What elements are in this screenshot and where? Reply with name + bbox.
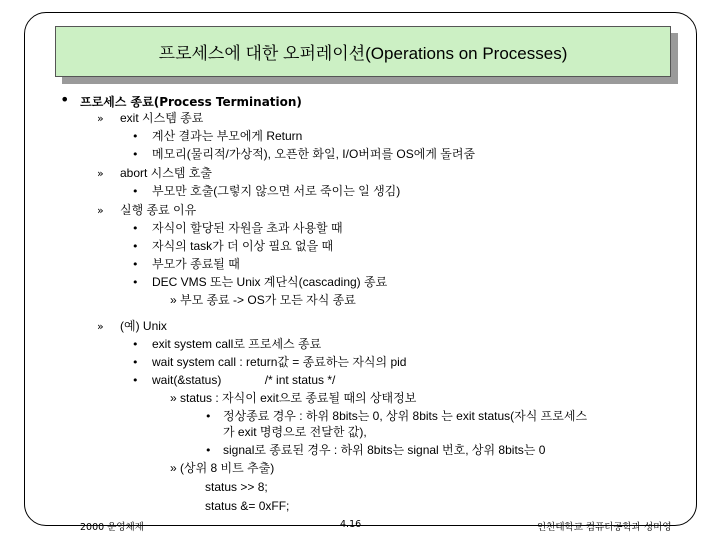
item-abort: abort 시스템 호출 (120, 166, 212, 180)
item-reason: 실행 종료 이유 (120, 203, 197, 217)
l2-bullet: • (205, 444, 212, 457)
l1-bullet: » (97, 167, 104, 180)
l2-bullet: • (132, 240, 139, 253)
l2-bullet: • (132, 258, 139, 271)
item-exit-2: 메모리(물리적/가상적), 오픈한 화일, I/O버퍼를 OS에게 돌려줌 (152, 147, 476, 161)
item-ex-3a-1b: 가 exit 명령으로 전달한 값), (223, 425, 367, 439)
code-line-2: status &= 0xFF; (205, 499, 290, 513)
section-heading: 프로세스 종료(Process Termination) (80, 95, 302, 109)
item-reason-2: 자식의 task가 더 이상 필요 없을 때 (152, 239, 334, 253)
l2-bullet: • (132, 338, 139, 351)
slide-title: 프로세스에 대한 오퍼레이션(Operations on Processes) (158, 44, 568, 63)
main-bullet: • (60, 90, 70, 109)
item-reason-3: 부모가 종료될 때 (152, 257, 240, 271)
l1-bullet: » (97, 320, 104, 333)
item-ex-1: exit system call로 프로세스 종료 (152, 337, 322, 351)
l2-bullet: • (132, 276, 139, 289)
l2-bullet: • (205, 410, 212, 423)
item-reason-1: 자식이 할당된 자원을 초과 사용할 때 (152, 221, 343, 235)
l2-bullet: • (132, 148, 139, 161)
footer-author: 인천대학교 컴퓨터공학과 성미영 (537, 522, 672, 533)
item-exit-1: 계산 결과는 부모에게 Return (152, 129, 303, 143)
footer-course: 2000 운영체제 (80, 522, 144, 533)
l2-bullet: • (132, 374, 139, 387)
item-example: (예) Unix (120, 319, 167, 333)
item-ex-3b: » (상위 8 비트 추출) (170, 461, 275, 475)
l2-bullet: • (132, 356, 139, 369)
l2-bullet: • (132, 185, 139, 198)
l2-bullet: • (132, 222, 139, 235)
item-ex-3: wait(&status) /* int status */ (152, 373, 336, 387)
item-reason-4: DEC VMS 또는 Unix 계단식(cascading) 종료 (152, 275, 388, 289)
l2-bullet: • (132, 130, 139, 143)
l1-bullet: » (97, 204, 104, 217)
item-ex-3a-2: signal로 종료된 경우 : 하위 8bits는 signal 번호, 상위 8bits는 0 (223, 443, 546, 457)
item-exit: exit 시스템 종료 (120, 111, 204, 125)
footer-page-number: 4.16 (340, 519, 362, 530)
code-line-1: status >> 8; (205, 480, 268, 494)
item-ex-3a-1: 정상종료 경우 : 하위 8bits는 0, 상위 8bits 는 exit status(자식 프로세스 (223, 409, 588, 423)
l1-bullet: » (97, 112, 104, 125)
item-ex-2: wait system call : return값 = 종료하는 자식의 pid (152, 355, 407, 369)
item-abort-1: 부모만 호출(그렇지 않으면 서로 죽이는 일 생김) (152, 184, 401, 198)
item-ex-3a: » status : 자식이 exit으로 종료될 때의 상태정보 (170, 391, 417, 405)
item-reason-4a: » 부모 종료 -> OS가 모든 자식 종료 (170, 293, 356, 307)
